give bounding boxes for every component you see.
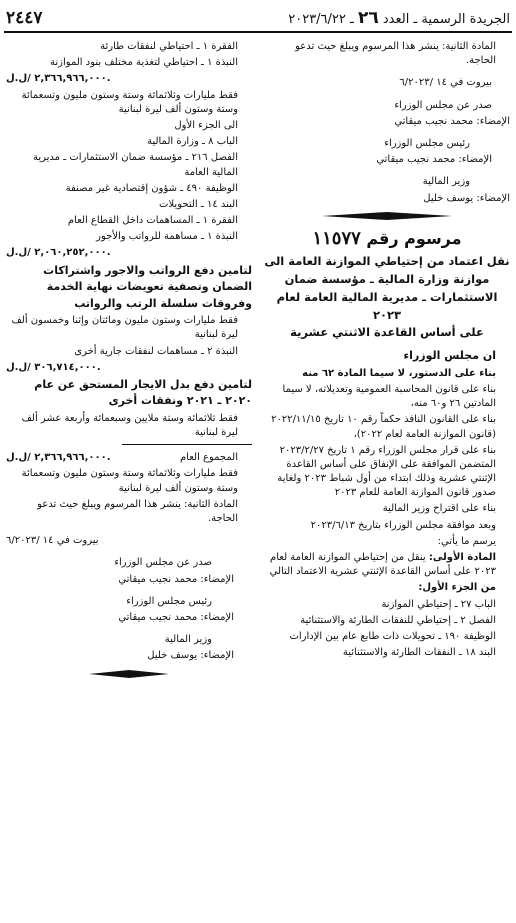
budget-line: الوظيفة ٤٩٠ ـ شؤون إقتصادية غير مصنفة <box>65 182 238 194</box>
purpose-text: لتامين دفع الرواتب والاجور واشتراكات الضمان وتصفية تعويضات نهاية الخدمة وفروقات سلسلة الرتب والرواتب <box>43 263 252 310</box>
section-separator <box>264 212 510 220</box>
place-date: بيروت في ١٤ /٦/٢٠٢٣ <box>6 535 99 547</box>
signature-line: الإمضاء: محمد نجيب ميقاتي <box>394 115 510 127</box>
prime-minister-title: رئيس مجلس الوزراء <box>384 137 470 149</box>
recital: وبعد موافقة مجلس الوزراء بتاريخ ٢٠٢٣/٦/١٣ <box>310 519 496 531</box>
total-label: المجموع العام <box>179 452 238 464</box>
council-line: ان مجلس الوزراء <box>403 349 496 363</box>
budget-line: الوظيفة ١٩٠ ـ تحويلات ذات طابع عام بين الإدارات <box>289 630 496 642</box>
left-column <box>6 40 252 684</box>
amount: ٢,٠٦٠,٢٥٢,٠٠٠ /ل.ل. <box>6 247 111 259</box>
article-one: المادة الأولى: ينقل من إحتياطي الموازنة العامة لعام ٢٠٢٣ على أساس القاعدة الإثنتي عشرية الاعتماد التالي <box>269 552 496 578</box>
recital: بناء على القانون النافذ حكماً رقم ١٠ تاريخ ٢٠٢٢/١١/١٥ (قانون الموازنة العامة لعام ٢٠٢٢)، <box>271 414 496 440</box>
signature-line: الإمضاء: محمد نجيب ميقاتي <box>118 573 234 585</box>
recital: بناء على اقتراح وزير المالية <box>382 503 496 515</box>
header-rule <box>4 31 512 33</box>
header-date: ـ ٢٠٢٣/٦/٢٢ <box>288 12 354 27</box>
page-header <box>6 4 510 28</box>
issued-by: صدر عن مجلس الوزراء <box>394 99 492 111</box>
amount-words: فقط مليارات وستون مليون ومائتان وإثنا وخمسون ألف ليرة لبنانية <box>11 315 238 341</box>
signature-line: الإمضاء: يوسف خليل <box>147 650 234 662</box>
header-title <box>288 8 510 28</box>
budget-line: الباب ٨ ـ وزارة المالية <box>147 136 238 148</box>
amount: ٢,٣٦٦,٩٦٦,٠٠٠ /ل.ل. <box>6 73 111 85</box>
issue-number: ٢٦ <box>357 8 379 28</box>
page-number: ٢٤٤٧ <box>6 8 43 28</box>
budget-line: النبذة ١ ـ احتياطي لتغذية مختلف بنود الموازنة <box>50 57 238 69</box>
header-prefix: الجريدة الرسمية ـ العدد <box>382 12 510 27</box>
signature-line: الإمضاء: محمد نجيب ميقاتي <box>376 154 492 166</box>
budget-line: الفصل ٢١٦ ـ مؤسسة ضمان الاستثمارات ـ مديرية المالية العامة <box>32 152 238 178</box>
recital: بناء على قانون المحاسبة العمومية وتعديلاته، لا سيما المادتين ٢٦ و٦٠ منه، <box>282 383 496 410</box>
budget-line: البند ١٤ ـ التحويلات <box>159 198 238 210</box>
budget-line: الفقرة ١ ـ احتياطي لنفقات طارئة <box>100 41 238 52</box>
amount-words: فقط مليارات وثلاثمائة وستة وستون مليون وتسعمائة وستة وستون ألف ليرة لبنانية <box>21 89 238 115</box>
decree-clause: يرسم ما يأتي: <box>437 535 496 547</box>
amount-words: فقط مليارات وثلاثمائة وستة وستون مليون وتسعمائة وستة وستون ألف ليرة لبنانية <box>21 468 238 494</box>
budget-line: النبذة ١ ـ مساهمة للرواتب والأجور <box>96 231 238 243</box>
decree-title: نقل اعتماد من إحتياطي الموازنة العامة الى موازنة وزارة المالية ـ مؤسسة ضمان الاستثمارات ـ مديرية المالية العامة لعام ٢٠٢٣ <box>264 254 510 322</box>
signature-line: الإمضاء: محمد نجيب ميقاتي <box>118 611 234 623</box>
amount-words: فقط ثلاثمائة وستة ملايين وسبعمائة وأربعة عشر ألف ليرة لبنانية <box>21 412 238 439</box>
issued-by: صدر عن مجلس الوزراء <box>114 557 212 569</box>
budget-line: البند ١٨ ـ النفقات الطارئة والاستثنائية <box>342 647 496 659</box>
total-rule <box>122 444 252 445</box>
minister-title: وزير المالية <box>164 634 212 646</box>
budget-line: الفقرة ١ ـ المساهمات داخل القطاع العام <box>67 215 238 227</box>
end-separator <box>6 670 252 678</box>
recital: بناء على الدستور، لا سيما المادة ٦٢ منه <box>302 367 496 379</box>
purpose-text: لتامين دفع بدل الايجار المستحق عن عام ٢٠٢٠ ـ ٢٠٢١ ونفقات أخرى <box>34 377 252 408</box>
part-heading: الى الجزء الأول <box>174 119 238 131</box>
place-date: بيروت في ١٤ /٦/٢٠٢٣ <box>399 77 492 89</box>
grand-total <box>6 451 252 465</box>
amount: ٣٠٦,٧١٤,٠٠٠ /ل.ل. <box>6 361 101 373</box>
total-amount: ٢,٣٦٦,٩٦٦,٠٠٠ /ل.ل. <box>6 452 111 464</box>
budget-line: النبذة ٢ ـ مساهمات لنفقات جارية أخرى <box>74 345 238 357</box>
decree-basis: على أساس القاعدة الاثنتي عشرية <box>290 325 484 340</box>
budget-line: الفصل ٢ ـ إحتياطي للنفقات الطارئة والاستثنائية <box>300 614 496 626</box>
decree-number: مرسوم رقم ١١٥٧٧ <box>312 227 462 249</box>
prime-minister-title: رئيس مجلس الوزراء <box>126 595 212 607</box>
budget-line: الباب ٢٧ ـ إحتياطي الموازنة <box>381 598 496 610</box>
signature-line: الإمضاء: يوسف خليل <box>423 192 510 204</box>
minister-title: وزير المالية <box>422 176 470 188</box>
recital: بناء على قرار مجلس الوزراء رقم ١ تاريخ ٢٠٢٣/٢/٢٧ المتضمن الموافقة على الإنفاق على أساس القاعدة الإثنتي عشرية وذلك ابتداء من أول شباط ٢٠٢٣ ولغاية صدور قانون الموازنة العامة للعام ٢٠٢٣ <box>277 444 496 499</box>
article-two: المادة الثانية: ينشر هذا المرسوم ويبلغ حيث تدعو الحاجة. <box>37 498 238 524</box>
part-heading: من الجزء الأول: <box>418 582 496 594</box>
right-column <box>264 40 510 662</box>
article-two-prev: المادة الثانية: ينشر هذا المرسوم ويبلغ حيث تدعو الحاجة. <box>295 41 496 67</box>
